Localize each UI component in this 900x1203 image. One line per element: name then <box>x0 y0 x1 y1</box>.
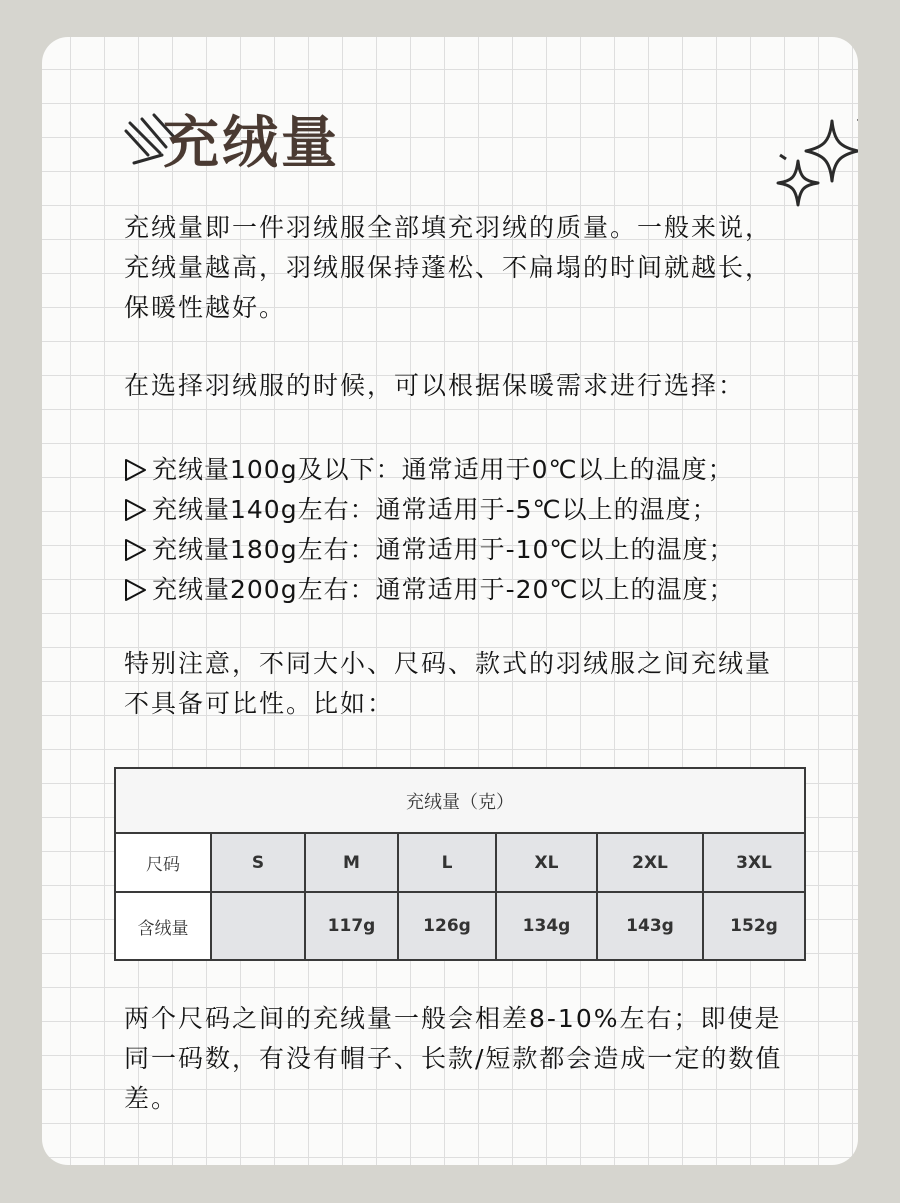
table-header: 充绒量（克） <box>115 768 805 833</box>
value-cell: 126g <box>398 892 496 960</box>
note-card <box>42 37 858 1165</box>
value-cell: 152g <box>703 892 805 960</box>
value-cell <box>211 892 305 960</box>
list-item-text: 充绒量100g及以下：通常适用于0℃以上的温度； <box>152 455 734 484</box>
intro-paragraph: 充绒量即一件羽绒服全部填充羽绒的质量。一般来说，充绒量越高，羽绒服保持蓬松、不扁塌的时间就越长，保暖性越好。 <box>124 213 773 322</box>
note-paragraph: 特别注意，不同大小、尺码、款式的羽绒服之间充绒量不具备可比性。比如： <box>124 649 773 718</box>
list-item-text: 充绒量180g左右：通常适用于-10℃以上的温度； <box>152 535 735 564</box>
list-item <box>122 530 735 570</box>
fill-weight-table <box>114 767 806 961</box>
triangle-bullet-icon <box>122 577 148 603</box>
warmth-list <box>122 450 735 610</box>
size-cell: L <box>398 833 496 892</box>
size-cell: M <box>305 833 398 892</box>
triangle-bullet-icon <box>122 537 148 563</box>
list-item-text: 充绒量140g左右：通常适用于-5℃以上的温度； <box>152 495 718 524</box>
triangle-bullet-icon <box>122 457 148 483</box>
list-item <box>122 450 735 490</box>
page-title: 充绒量 <box>163 111 340 176</box>
size-row-label: 尺码 <box>115 833 211 892</box>
sparkle-icon <box>770 115 858 219</box>
closing-paragraph: 两个尺码之间的充绒量一般会相差8-10%左右；即使是同一码数，有没有帽子、长款/短款都会造成一定的数值差。 <box>124 1004 783 1113</box>
list-item <box>122 570 735 610</box>
value-cell: 134g <box>496 892 597 960</box>
triangle-bullet-icon <box>122 497 148 523</box>
value-cell: 143g <box>597 892 703 960</box>
list-item-text: 充绒量200g左右：通常适用于-20℃以上的温度； <box>152 575 735 604</box>
selection-paragraph: 在选择羽绒服的时候，可以根据保暖需求进行选择： <box>124 371 746 400</box>
size-cell: S <box>211 833 305 892</box>
size-cell: 2XL <box>597 833 703 892</box>
list-item <box>122 490 735 530</box>
value-row-label: 含绒量 <box>115 892 211 960</box>
size-cell: 3XL <box>703 833 805 892</box>
value-cell: 117g <box>305 892 398 960</box>
size-cell: XL <box>496 833 597 892</box>
